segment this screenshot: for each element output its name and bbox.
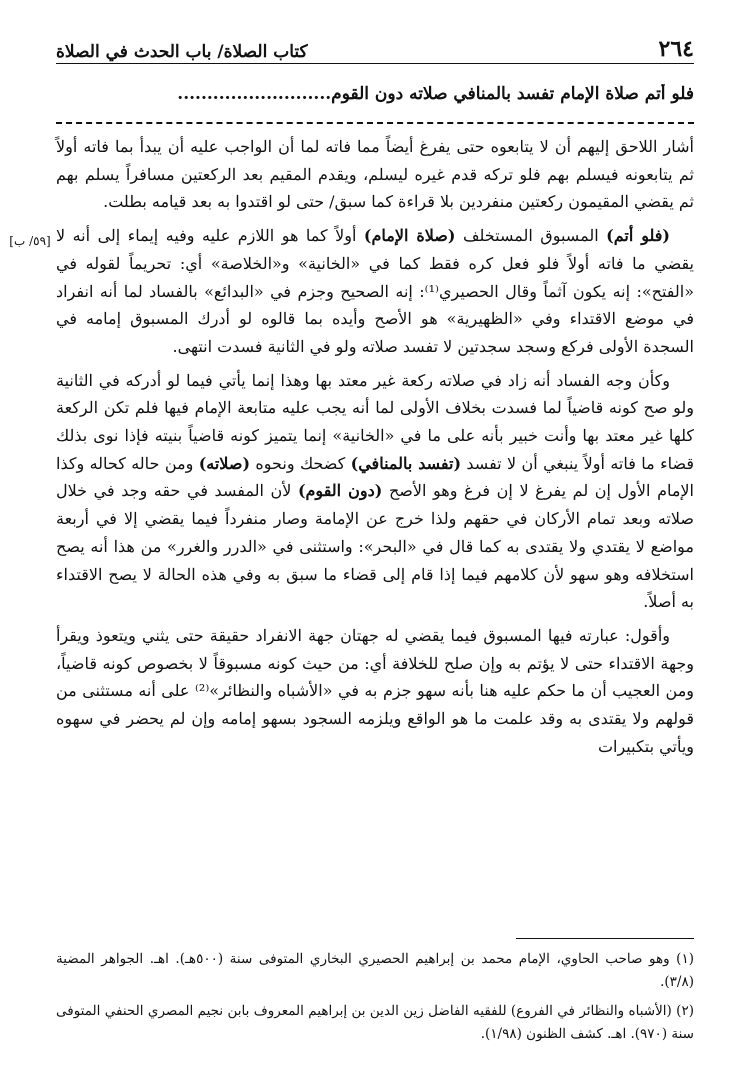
running-header (56, 32, 694, 62)
paragraph-segment: المسبوق المستخلف (455, 226, 607, 246)
matn-quote: (تفسد بالمنافي) (350, 453, 462, 473)
footnotes (56, 948, 694, 1052)
paragraph-3 (56, 367, 694, 616)
header-title: كتاب الصلاة/ باب الحدث في الصلاة (56, 42, 308, 62)
paragraph-segment: ومن حاله كحاله وكذا الإمام الأول إن لم يفرغ لا إن فرغ وهو الأصح (56, 453, 694, 501)
footnote-2: (٢) (الأشباه والنظائر في الفروع) للفقيه الفاضل زين الدين بن إبراهيم المعروف بابن نجيم المصري الحنفي المتوفى سنة (٩٧٠). اهـ. كشف الظنون (١/٩٨). (56, 1003, 694, 1042)
manuscript-folio-marker: [٥٩/ ب] (9, 234, 51, 248)
matn-quote: (صلاته) (198, 453, 251, 473)
page-number: ٢٦٤ (658, 36, 694, 62)
paragraph-2 (56, 222, 694, 361)
footnote-1: (١) وهو صاحب الحاوي، الإمام محمد بن إبراهيم الحصيري البخاري المتوفى سنة (٥٠٠هـ). اهـ. الجواهر المضية (٣/٨). (56, 951, 694, 990)
paragraph-segment: لأن المفسد في حقه وجد في خلال صلاته وبعد تمام الأركان في حقهم ولذا خرج عن الإمامة وصار منفرداً فيما يقضي إلا في أربعة مواضع لا يقتدي ولا يقتدى به كما قال في «البحر»: واستثنى في «الدرر والغرر» من هذا أنه يصح استخلافه وهو سهو لأن كلامهم فيما إذا قام إلى قضاء ما سبق به وفي هذه الحالة لا يصح الاقتداء به أصلاً. (56, 481, 694, 612)
paragraph-segment: أولاً كما هو اللازم عليه وفيه إيماء إلى أنه لا يقضي ما فاته أولاً فلو فعل كره فقط كما في «الخانية» و«الخلاصة» أي: تحريماً لقوله في «الفتح»: إنه يكون آثماً وقال الحصيري⁽¹⁾: إنه الصحيح وجزم في «البدائع» بالفساد لما أنه انفراد في موضع الاقتداء وفي «الظهيرية» هو الأصح وأيده بما قالوه لو أدرك المسبوق إمامه في السجدة الأولى فركع وسجد سجدتين لا تفسد صلاته ولو في الثانية فسدت انتهى. (56, 226, 695, 356)
paragraph-4: وأقول: عبارته فيها المسبوق فيما يقضي له جهتان جهة الانفراد حقيقة حتى يثني ويتعوذ ويقرأ وجهة الاقتداء حتى لا يؤتم به وإن صلح للخلافة أي: من حيث كونه مسبوقاً لا بخصوص كونه قاضياً، ومن العجيب أن ما حكم عليه هنا بأنه سهو جزم به في «الأشباه والنظائر»⁽²⁾ على أنه مستثنى من قولهم ولا يقتدى به وقد علمت ما هو الواقع ويلزمه السجود بسهو إمامه وإن لم يحضر في سهوه ويأتي بتكبيرات (56, 625, 695, 756)
paragraph-segment: وكأن وجه الفساد أنه زاد في صلاته ركعة غير معتد بها وهذا إنما يأتي فيما لو أدركه في الثانية ولو صح كونه قاضياً لما فسدت بخلاف الأولى لما أنه يجب عليه متابعة الإمام فيها فلم تكن الركعة كلها غير معتد بها وأنت خبير بأنه على ما في «الخانية» إنما يتميز كونه قاضياً بنيته فإذا نوى بذلك قضاء ما فاته أولاً ينبغي أن لا تفسد (56, 370, 695, 473)
dashed-separator (56, 122, 694, 124)
matn-quote: (صلاة الإمام) (363, 226, 456, 246)
commentary-body (56, 133, 694, 766)
matn-text: فلو أتم صلاة الإمام تفسد بالمنافي صلاته دون القوم.......................... (177, 84, 694, 104)
paragraph-1: أشار اللاحق إليهم أن لا يتابعوه حتى يفرغ أيضاً مما فاته لما أن الواجب عليه أن يبدأ بما فاته أولاً ثم يتابعونه فيسلم بهم فلو تركه قدم غيره ليسلم، ويقدم المقيم بعد الركعتين مسافراً يسلم بهم ثم يقضي المقيمون ركعتين منفردين بلا قراءة كما سبق/ حتى لو اقتدوا به بعد قيامه بطلت. (56, 137, 694, 212)
matn-quote: (فلو أتم) (606, 226, 671, 246)
paragraph-segment: كضحك ونحوه (250, 453, 351, 473)
footnote-separator (516, 938, 694, 939)
header-rule (56, 63, 694, 64)
matn-quote: (دون القوم) (297, 481, 383, 501)
